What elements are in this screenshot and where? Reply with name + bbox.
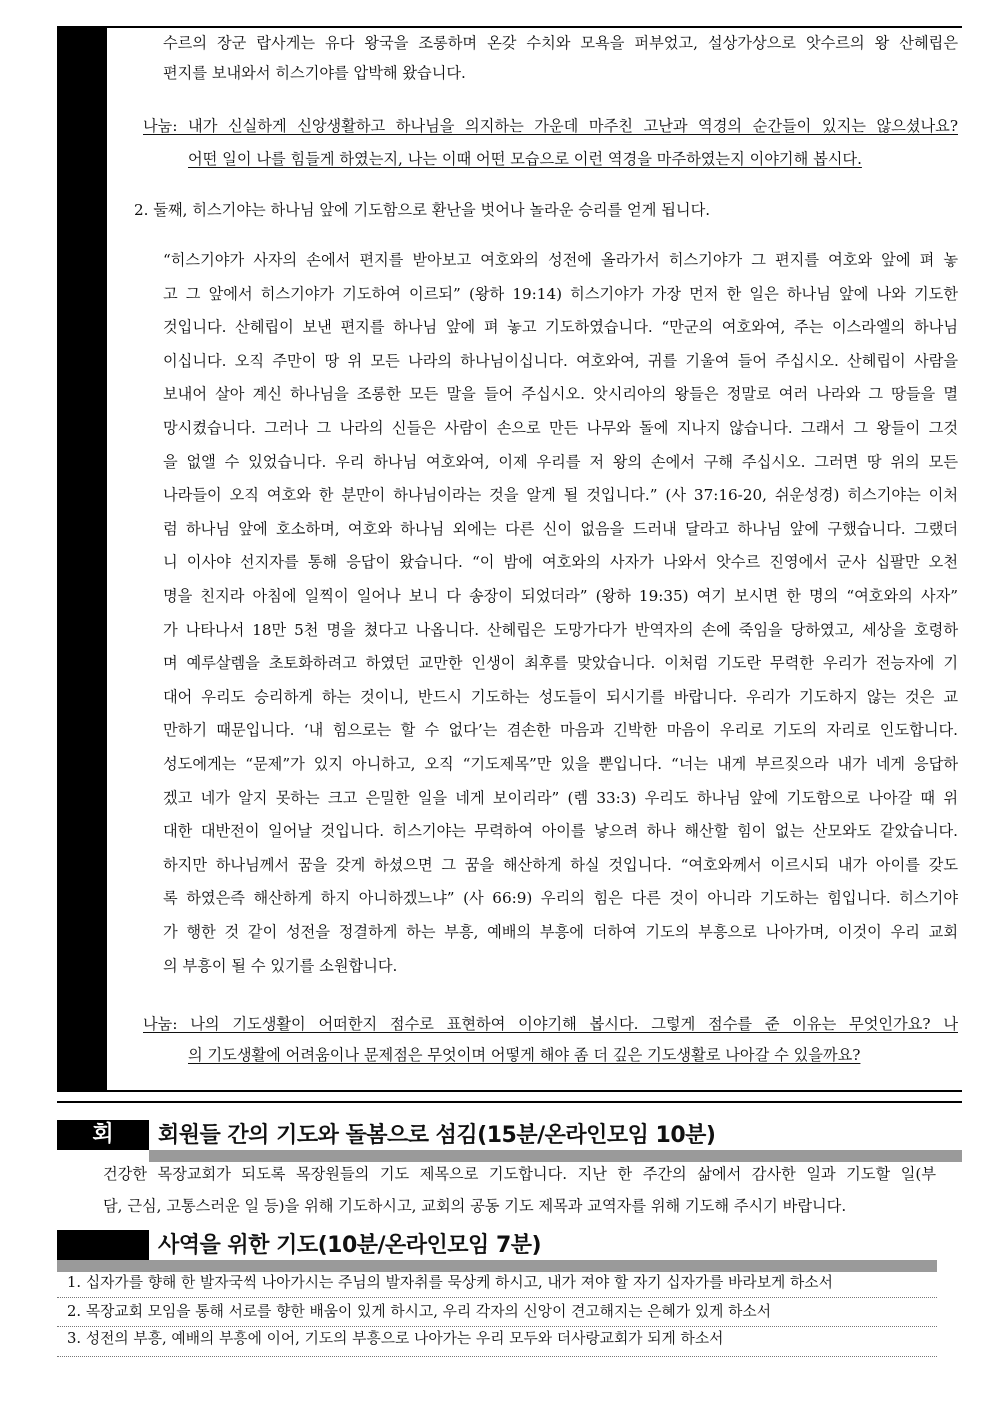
sharing-question-2-line: 의 기도생활에 어려움이나 문제점은 무엇이며 어떻게 해야 좀 더 깊은 기도생활로 나아갈 수 있을까요? [188,1046,861,1064]
body-line: 가 나타나서 18만 5천 명을 쳤다고 나옵니다. 산헤립은 도망가다가 반역자의 손에 죽임을 당하였고, 세상을 호령하 [163,620,958,639]
section-body-line: 담, 근심, 고통스러운 일 등)을 위해 기도하시고, 교회의 공동 기도 제목과 교역자를 위해 기도해 주시기 바랍니다. [103,1197,847,1215]
sharing-question-1-line: 어떤 일이 나를 힘들게 하였는지, 나는 이때 어떤 모습으로 이런 역경을 마주하였는지 이야기해 봅시다. [188,150,862,168]
body-line: 대어 우리도 승리하게 하는 것이니, 반드시 기도하는 성도들이 되시기를 바랍니다. 우리가 기도하지 않는 것은 교 [163,687,958,706]
intro-line: 편지를 보내와서 히스기야를 압박해 왔습니다. [163,64,466,82]
prayer-item: 1. 십자가를 향해 한 발자국씩 나아가시는 주님의 발자취를 묵상케 하시고, 내가 져야 할 자기 십자가를 바라보게 하소서 [67,1274,833,1291]
body-line: 하지만 하나님께서 꿈을 갖게 하셨으면 그 꿈을 해산하게 하실 것입니다. “여호와께서 이르시되 내가 아이를 갖도 [163,855,958,874]
divider-rule [57,1101,962,1103]
prayer-item: 2. 목장교회 모임을 통해 서로를 향한 배움이 있게 하시고, 우리 각자의 신앙이 견고해지는 은혜가 있게 하소서 [67,1303,772,1320]
body-line: 이십니다. 오직 주만이 땅 위 모든 나라의 하나님이십니다. 여호와여, 귀를 기울여 들어 주십시오. 산헤립이 사람을 [163,351,958,370]
section-title: 회원들 간의 기도와 돌봄으로 섬김(15분/온라인모임 10분) [158,1123,716,1148]
top-rule [57,26,962,28]
body-line: 을 없앨 수 있었습니다. 우리 하나님 여호와여, 이제 우리를 저 왕의 손에서 구해 주십시오. 그러면 땅 위의 모든 [163,452,958,471]
prayer-item: 3. 성전의 부흥, 예배의 부흥에 이어, 기도의 부흥으로 나아가는 우리 모두와 더사랑교회가 되게 하소서 [67,1330,724,1347]
section-underline [149,1150,962,1162]
body-line: “히스기야가 사자의 손에서 편지를 받아보고 여호와의 성전에 올라가서 히스기야가 그 편지를 여호와 앞에 펴 놓 [163,251,958,269]
sharing-question-1-line: 나눔: 내가 신실하게 신앙생활하고 하나님을 의지하는 가운데 마주친 고난과 역경의 순간들이 있지는 않으셨나요? [143,117,958,135]
body-line: 럼 하나님 앞에 호소하며, 여호와 하나님 외에는 다른 신이 없음을 드러내 달라고 하나님 앞에 구했습니다. 그랬더 [163,519,958,538]
body-line: 망시켰습니다. 그러나 그 나라의 신들은 사람이 손으로 만든 나무와 돌에 지나지 않습니다. 그래서 그 왕들이 그것 [163,419,958,437]
section-tab-label: 회 [92,1122,114,1147]
divider-rule [57,1090,962,1092]
body-line: 의 부흥이 될 수 있기를 소원합니다. [163,956,398,975]
body-line: 나라들이 오직 여호와 한 분만이 하나님이라는 것을 알게 될 것입니다.” (사 37:16-20, 쉬운성경) 히스기야는 이처 [163,486,958,505]
intro-line: 수르의 장군 랍사게는 유다 왕국을 조롱하며 온갖 수치와 모욕을 퍼부었고, 설상가상으로 앗수르의 왕 산헤립은 [163,34,958,52]
section-title: 사역을 위한 기도(10분/온라인모임 7분) [158,1233,542,1258]
body-line: 만하기 때문입니다. ‘내 힘으로는 할 수 없다’는 겸손한 마음과 긴박한 마음이 우리로 기도의 자리로 인도합니다. [163,721,958,740]
dotted-divider [57,1326,937,1327]
dotted-divider [57,1356,937,1357]
left-margin-bar [57,26,107,1092]
body-line: 대한 대반전이 일어날 것입니다. 히스기야는 무력하여 아이를 낳으려 하나 해산할 힘이 없는 산모와도 같았습니다. [163,822,958,841]
body-line: 명을 친지라 아침에 일찍이 일어나 보니 다 송장이 되었더라” (왕하 19:35) 여기 보시면 한 명의 “여호와의 사자” [163,587,958,605]
body-line: 보내어 살아 계신 하나님을 조롱한 모든 말을 들어 주십시오. 앗시리아의 왕들은 정말로 여러 나라와 그 땅들을 멸 [163,385,958,404]
body-line: 성도에게는 “문제”가 있지 아니하고, 오직 “기도제목”만 있을 뿐입니다. “너는 내게 부르짖으라 내가 네게 응답하 [163,755,958,773]
point-heading: 2. 둘째, 히스기야는 하나님 앞에 기도함으로 환난을 벗어나 놀라운 승리를 얻게 됩니다. [134,201,711,219]
body-line: 며 예루살렘을 초토화하려고 하였던 교만한 인생이 최후를 맞았습니다. 이처럼 기도란 무력한 우리가 전능자에 기 [163,654,958,673]
dotted-divider [57,1297,937,1298]
body-line: 것입니다. 산헤립이 보낸 편지를 하나님 앞에 펴 놓고 기도하였습니다. “만군의 여호와여, 주는 이스라엘의 하나님 [163,318,958,337]
section-underline [57,1260,937,1272]
sharing-question-2-line: 나눔: 나의 기도생활이 어떠한지 점수로 표현하여 이야기해 봅시다. 그렇게 점수를 준 이유는 무엇인가요? 나 [143,1015,958,1033]
body-line: 니 이사야 선지자를 통해 응답이 왔습니다. “이 밤에 여호와의 사자가 나와서 앗수르 진영에서 군사 십팔만 오천 [163,553,958,572]
body-line: 겠고 네가 알지 못하는 크고 은밀한 일을 네게 보이리라” (렘 33:3) 우리도 하나님 앞에 기도함으로 나아갈 때 위 [163,788,958,807]
body-line: 가 행한 것 같이 성전을 정결하게 하는 부흥, 예배의 부흥에 더하여 기도의 부흥으로 나아가며, 이것이 우리 교회 [163,923,958,941]
body-line: 록 하였은즉 해산하게 하지 아니하겠느냐” (사 66:9) 우리의 힘은 다른 것이 아니라 기도하는 힘입니다. 히스기야 [163,889,958,908]
section-body-line: 건강한 목장교회가 되도록 목장원들의 기도 제목으로 기도합니다. 지난 한 주간의 삶에서 감사한 일과 기도할 일(부 [103,1165,936,1183]
body-line: 고 그 앞에서 히스기야가 기도하여 이르되” (왕하 19:14) 히스기야가 가장 먼저 한 일은 하나님 앞에 나와 기도한 [163,284,958,303]
section-tab-bar [57,1230,149,1260]
